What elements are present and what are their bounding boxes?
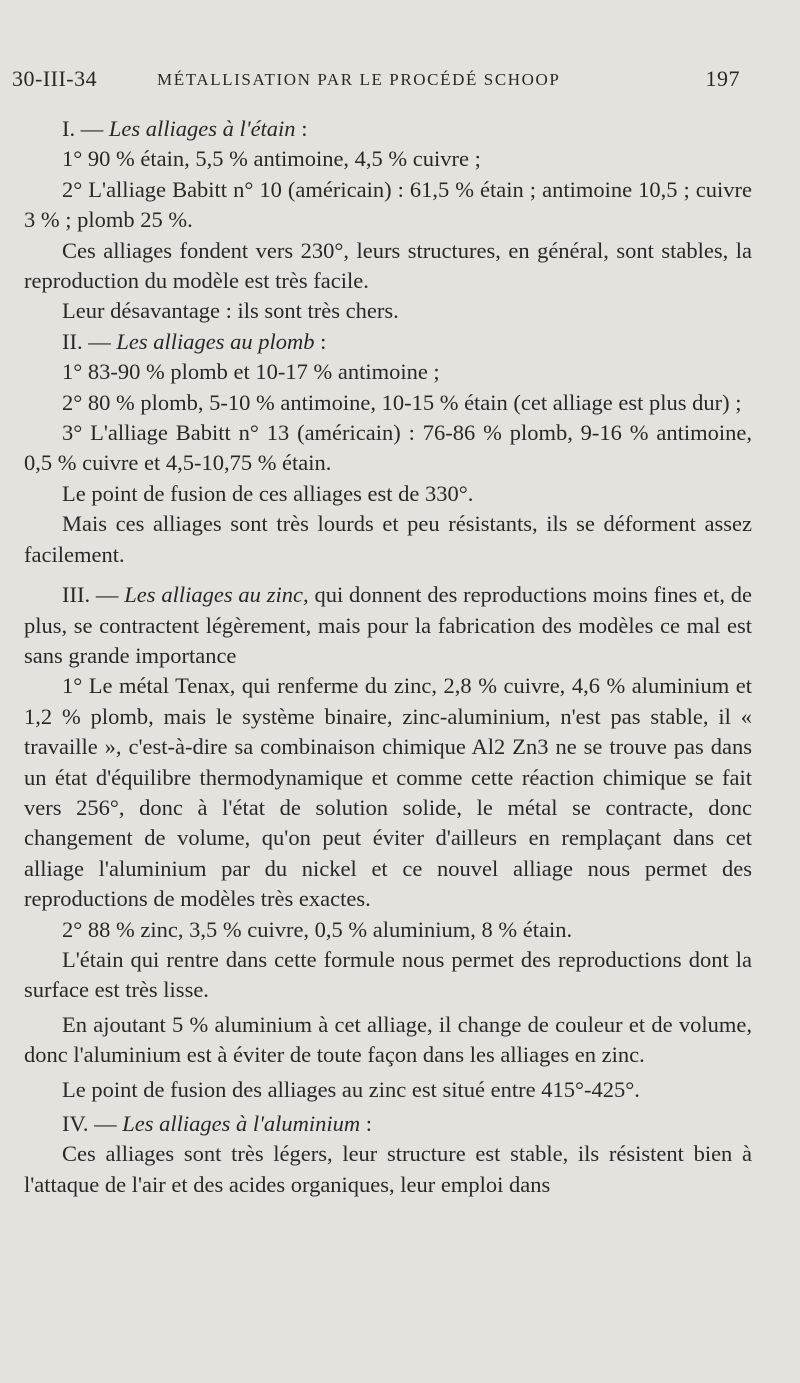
header-title: MÉTALLISATION PAR LE PROCÉDÉ SCHOOP [157,70,561,89]
paragraph: Leur désavantage : ils sont très chers. [62,298,399,324]
paragraph: Ces alliages sont très légers, leur structure est stable, ils résistent bien à l'attaque de l'air et des acides organiques, leur emploi dans [24,1141,752,1197]
paragraph: 2° L'alliage Babitt n° 10 (américain) : 61,5 % étain ; antimoine 10,5 ; cuivre 3 % ; plomb 25 %. [24,176,752,233]
page-number: 197 [705,66,740,91]
header-date: 30-III-34 [12,66,98,91]
paragraph: Le point de fusion des alliages au zinc est situé entre 415°-425°. [62,1076,640,1102]
section-heading-lead: II. — Les alliages au plomb : [62,328,327,354]
paragraph: 1° 83-90 % plomb et 10-17 % antimoine ; [62,359,440,385]
paragraph: Le point de fusion de ces alliages est de 330°. [62,480,474,506]
paragraph: 2° 80 % plomb, 5-10 % antimoine, 10-15 % étain (cet alliage est plus dur) ; [62,389,742,415]
running-head [12,66,740,98]
paragraph: L'étain qui rentre dans cette formule nous permet des reproductions dont la surface est très lisse. [24,946,752,1003]
paragraph: En ajoutant 5 % aluminium à cet alliage, il change de couleur et de volume, donc l'aluminium est à éviter de toute façon dans les alliages en zinc. [24,1011,752,1068]
paragraph: Mais ces alliages sont très lourds et peu résistants, ils se déforment assez facilement. [24,511,752,567]
paragraph: Ces alliages fondent vers 230°, leurs structures, en général, sont stables, la reproduction du modèle est très facile. [24,237,752,294]
section-heading-zinc: III. — Les alliages au zinc, qui donnent des reproductions moins fines et, de plus, se contractent légèrement, mais pour la fabrication des modèles ce mal est sans grande importance [24,582,753,668]
section-heading-aluminium: IV. — Les alliages à l'aluminium : [62,1111,373,1136]
paragraph: 3° L'alliage Babitt n° 13 (américain) : 76-86 % plomb, 9-16 % antimoine, 0,5 % cuivre et 4,5-10,75 % étain. [24,420,752,476]
paragraph: 1° Le métal Tenax, qui renferme du zinc, 2,8 % cuivre, 4,6 % aluminium et 1,2 % plomb, mais le système binaire, zinc-aluminium, n'est pas stable, il « travaille », c'est-à-dire sa combinaison chimique Al2 Zn3 ne se trouve pas dans un état d'équilibre thermodynamique et comme cette réaction chimique se fait vers 256°, donc à l'état de solution solide, le métal se contracte, donc changement de volume, qu'on peut éviter d'ailleurs en remplaçant dans cet alliage l'aluminium par du nickel et ce nouvel alliage nous permet des reproductions de modèles très exactes. [24,673,752,912]
section-heading-tin: I. — Les alliages à l'étain : [62,116,308,141]
paragraph: 2° 88 % zinc, 3,5 % cuivre, 0,5 % aluminium, 8 % étain. [62,916,573,942]
paragraph: 1° 90 % étain, 5,5 % antimoine, 4,5 % cuivre ; [62,146,481,172]
body-text [24,114,752,1200]
